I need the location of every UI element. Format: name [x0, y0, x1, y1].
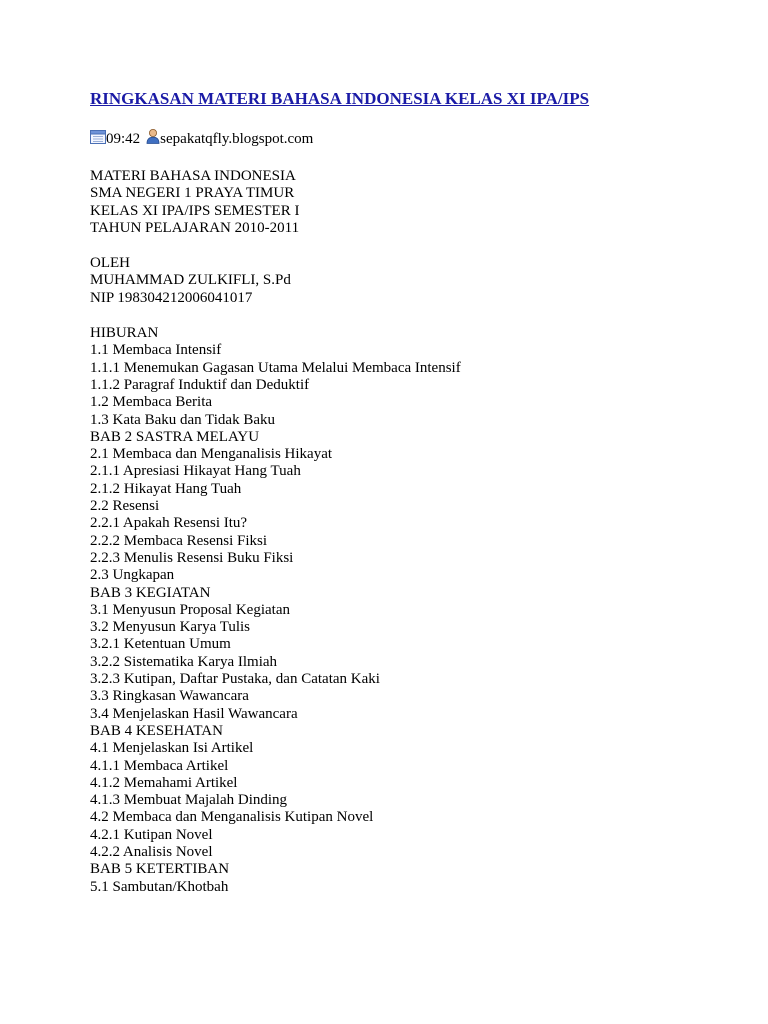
toc-line: 2.1 Membaca dan Menganalisis Hikayat [90, 446, 333, 463]
toc-line: 3.2.2 Sistematika Karya Ilmiah [90, 653, 278, 670]
toc-line: 4.1 Menjelaskan Isi Artikel [90, 740, 254, 757]
toc-line: 4.1.3 Membuat Majalah Dinding [90, 792, 288, 809]
toc-line: 5.1 Sambutan/Khotbah [90, 878, 229, 895]
toc-line: 2.2 Resensi [90, 498, 160, 515]
toc-line: 1.1.2 Paragraf Induktif dan Deduktif [90, 376, 310, 393]
post-author[interactable]: sepakatqfly.blogspot.com [160, 131, 314, 147]
user-icon [146, 128, 160, 150]
header-line: MATERI BAHASA INDONESIA [90, 168, 296, 184]
toc-line: 1.1.1 Menemukan Gagasan Utama Melalui Membaca Intensif [90, 359, 461, 376]
table-of-contents [90, 325, 730, 896]
toc-line: BAB 2 SASTRA MELAYU [90, 428, 260, 445]
toc-line: 4.2.1 Kutipan Novel [90, 826, 213, 843]
author-line: NIP 198304212006041017 [90, 289, 253, 306]
post-title-link[interactable]: RINGKASAN MATERI BAHASA INDONESIA KELAS XI IPA/IPS [90, 89, 590, 108]
toc-line: 2.3 Ungkapan [90, 567, 175, 584]
toc-line: 3.2.1 Ketentuan Umum [90, 636, 231, 653]
toc-line: HIBURAN [90, 325, 159, 342]
toc-line: 1.2 Membaca Berita [90, 394, 213, 411]
header-line: TAHUN PELAJARAN 2010-2011 [90, 219, 300, 236]
calendar-icon [90, 129, 106, 150]
toc-line: 3.2 Menyusun Karya Tulis [90, 619, 251, 636]
post-meta [90, 128, 730, 150]
author-line: OLEH [90, 255, 130, 272]
header-line: KELAS XI IPA/IPS SEMESTER I [90, 202, 300, 219]
toc-line: 1.3 Kata Baku dan Tidak Baku [90, 411, 275, 428]
toc-line: 2.2.1 Apakah Resensi Itu? [90, 515, 248, 532]
author-block [90, 255, 730, 307]
header-line: SMA NEGERI 1 PRAYA TIMUR [90, 185, 295, 202]
blog-post [90, 88, 730, 896]
toc-line: 4.1.2 Memahami Artikel [90, 774, 238, 791]
toc-line: 2.2.2 Membaca Resensi Fiksi [90, 532, 268, 549]
toc-line: 4.1.1 Membaca Artikel [90, 757, 229, 774]
toc-line: BAB 3 KEGIATAN [90, 584, 211, 601]
toc-line: BAB 5 KETERTIBAN [90, 861, 230, 878]
toc-line: 4.2.2 Analisis Novel [90, 843, 213, 860]
toc-line: 3.3 Ringkasan Wawancara [90, 688, 249, 705]
post-time: 09:42 [106, 131, 141, 147]
document-header [90, 168, 730, 237]
author-line: MUHAMMAD ZULKIFLI, S.Pd [90, 272, 291, 289]
toc-line: 3.1 Menyusun Proposal Kegiatan [90, 601, 290, 618]
toc-line: BAB 4 KESEHATAN [90, 722, 223, 739]
toc-line: 4.2 Membaca dan Menganalisis Kutipan Novel [90, 809, 374, 826]
toc-line: 2.1.2 Hikayat Hang Tuah [90, 480, 242, 497]
toc-line: 3.2.3 Kutipan, Daftar Pustaka, dan Catatan Kaki [90, 671, 380, 688]
toc-line: 2.1.1 Apresiasi Hikayat Hang Tuah [90, 463, 301, 480]
toc-line: 1.1 Membaca Intensif [90, 342, 222, 359]
toc-line: 3.4 Menjelaskan Hasil Wawancara [90, 705, 298, 722]
toc-line: 2.2.3 Menulis Resensi Buku Fiksi [90, 549, 294, 566]
